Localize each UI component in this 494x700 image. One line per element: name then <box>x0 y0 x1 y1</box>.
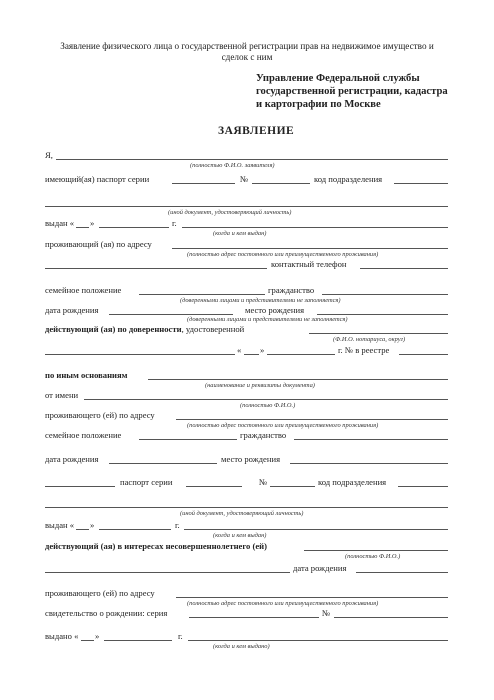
hint-other-address: (полностью адрес постоянного или преимущественного проживания) <box>187 422 379 429</box>
birthplace-line[interactable] <box>317 314 448 315</box>
birthdate-line[interactable] <box>109 314 233 315</box>
other-code-line[interactable] <box>398 486 448 487</box>
applicant-fio-line[interactable] <box>56 159 448 160</box>
citizenship-line[interactable] <box>322 294 448 295</box>
hint-other-issued: (когда и кем выдан) <box>213 532 267 539</box>
minor-residing-label: проживающего (ей) по адресу <box>45 588 155 598</box>
hint-minor-address: (полностью адрес постоянного или преимущественного проживания) <box>187 600 379 607</box>
minor-birthdate-line[interactable] <box>356 572 448 573</box>
other-birthplace-label: место рождения <box>221 454 281 464</box>
hint-on-behalf: (полностью Ф.И.О.) <box>240 402 296 409</box>
hint-other-basis: (наименование и реквизиты документа) <box>205 382 315 389</box>
hint-reps: (доверенными лицами и представителями не заполняется) <box>187 316 348 323</box>
quote-close: » <box>260 345 265 355</box>
other-issued-year: г. <box>175 520 180 530</box>
passport-series-line[interactable] <box>172 183 235 184</box>
other-birthdate-label: дата рождения <box>45 454 99 464</box>
minor-birthdate-label: дата рождения <box>293 563 347 573</box>
code-label: код подразделения <box>314 174 383 184</box>
hint-trustee: (доверенными лицами и представителями не заполняется) <box>180 297 341 304</box>
registry-label: г. № в реестре <box>338 345 390 355</box>
other-issued-day-line[interactable] <box>76 529 89 530</box>
organization-line-1: Управление Федеральной службы <box>256 73 420 84</box>
issued-label: выдан « <box>45 218 75 228</box>
phone-line[interactable] <box>360 268 448 269</box>
citizenship-label: гражданство <box>268 285 315 295</box>
other-passport-series-line[interactable] <box>186 486 242 487</box>
other-residing-label: проживающего (ей) по адресу <box>45 410 155 420</box>
minor-fio-line[interactable] <box>304 550 448 551</box>
other-doc-line[interactable] <box>45 206 448 207</box>
other-issued-mid: » <box>90 520 95 530</box>
code-line[interactable] <box>394 183 448 184</box>
birthcert-series-line[interactable] <box>189 617 319 618</box>
on-behalf-label: от имени <box>45 390 79 400</box>
issued-day-line[interactable] <box>76 227 89 228</box>
other-doc2-line[interactable] <box>45 507 448 508</box>
birthcert-number-line[interactable] <box>334 617 448 618</box>
hint-other-doc2: (иной документ, удостоверяющий личность) <box>180 510 304 517</box>
registry-line[interactable] <box>399 354 448 355</box>
hint-minor-fio: (полностью Ф.И.О.) <box>345 553 401 560</box>
minor-extra-line[interactable] <box>45 572 290 573</box>
proxy-month-line[interactable] <box>267 354 335 355</box>
hint-notary: (Ф.И.О. нотариуса, округ) <box>333 336 406 343</box>
minor-label: действующий (ая) в интересах несовершеннолетнего (ей) <box>45 541 267 551</box>
issued-mid: » <box>90 218 95 228</box>
issued-month-line[interactable] <box>99 227 169 228</box>
minor-issued-by-line[interactable] <box>188 640 448 641</box>
phone-label: контактный телефон <box>271 259 347 269</box>
birthdate-label: дата рождения <box>45 305 99 315</box>
other-birthdate-line[interactable] <box>109 463 217 464</box>
header-line-1: Заявление физического лица о государственной регистрации прав на недвижимое имущество и <box>60 41 434 51</box>
other-issued-by-line[interactable] <box>184 529 448 530</box>
proxy-label-line <box>45 324 244 334</box>
passport-number-sign: № <box>240 174 249 184</box>
quote-open: « <box>237 345 242 355</box>
birthcert-number-sign: № <box>322 608 331 618</box>
on-behalf-line[interactable] <box>84 399 448 400</box>
other-marital-label: семейное положение <box>45 430 122 440</box>
passport-number-line[interactable] <box>252 183 310 184</box>
address-line-1[interactable] <box>172 248 448 249</box>
address-line-2[interactable] <box>45 268 267 269</box>
birthplace-label: место рождения <box>245 305 305 315</box>
other-passport-prefix-line[interactable] <box>45 486 115 487</box>
issued-year-suffix: г. <box>172 218 177 228</box>
minor-issued-label: выдано « <box>45 631 79 641</box>
other-passport-number-line[interactable] <box>270 486 315 487</box>
proxy-suffix: , удостоверенной <box>181 324 245 334</box>
other-issued-month-line[interactable] <box>99 529 171 530</box>
document-title: ЗАЯВЛЕНИЕ <box>218 125 295 137</box>
proxy-label: действующий (ая) по доверенности <box>45 324 182 334</box>
ya-label: Я, <box>45 150 53 160</box>
other-address-line[interactable] <box>176 419 448 420</box>
minor-issued-month-line[interactable] <box>104 640 172 641</box>
proxy-notary-line[interactable] <box>309 333 448 334</box>
hint-minor-issued: (когда и кем выдано) <box>213 643 270 650</box>
other-citizenship-line[interactable] <box>294 439 448 440</box>
other-birthplace-line[interactable] <box>290 463 448 464</box>
birthcert-label: свидетельство о рождении: серия <box>45 608 168 618</box>
proxy-day-line[interactable] <box>244 354 259 355</box>
other-code-label: код подразделения <box>318 477 387 487</box>
passport-series-label: имеющий(ая) паспорт серии <box>45 174 150 184</box>
minor-issued-mid: » <box>95 631 100 641</box>
other-citizenship-label: гражданство <box>240 430 287 440</box>
hint-other-doc: (иной документ, удостоверяющий личность) <box>168 209 292 216</box>
other-basis-label: по иным основаниям <box>45 370 128 380</box>
hint-issued: (когда и кем выдан) <box>213 230 267 237</box>
minor-issued-year: г. <box>178 631 183 641</box>
other-passport-label: паспорт серии <box>120 477 173 487</box>
minor-issued-day-line[interactable] <box>81 640 94 641</box>
other-marital-line[interactable] <box>139 439 237 440</box>
organization-line-3: и картографии по Москве <box>256 99 381 110</box>
other-basis-line[interactable] <box>148 379 448 380</box>
marital-label: семейное положение <box>45 285 122 295</box>
minor-address-line[interactable] <box>176 597 448 598</box>
proxy-extra-line[interactable] <box>45 354 235 355</box>
issued-by-line[interactable] <box>182 227 448 228</box>
hint-fio: (полностью Ф.И.О. заявителя) <box>190 162 275 169</box>
hint-address: (полностью адрес постоянного или преимущественного проживания) <box>187 251 379 258</box>
other-issued-label: выдан « <box>45 520 75 530</box>
residing-label: проживающий (ая) по адресу <box>45 239 152 249</box>
other-number-sign: № <box>259 477 268 487</box>
organization-line-2: государственной регистрации, кадастра <box>256 86 448 97</box>
marital-line[interactable] <box>139 294 265 295</box>
header-line-2: сделок с ним <box>221 52 273 62</box>
